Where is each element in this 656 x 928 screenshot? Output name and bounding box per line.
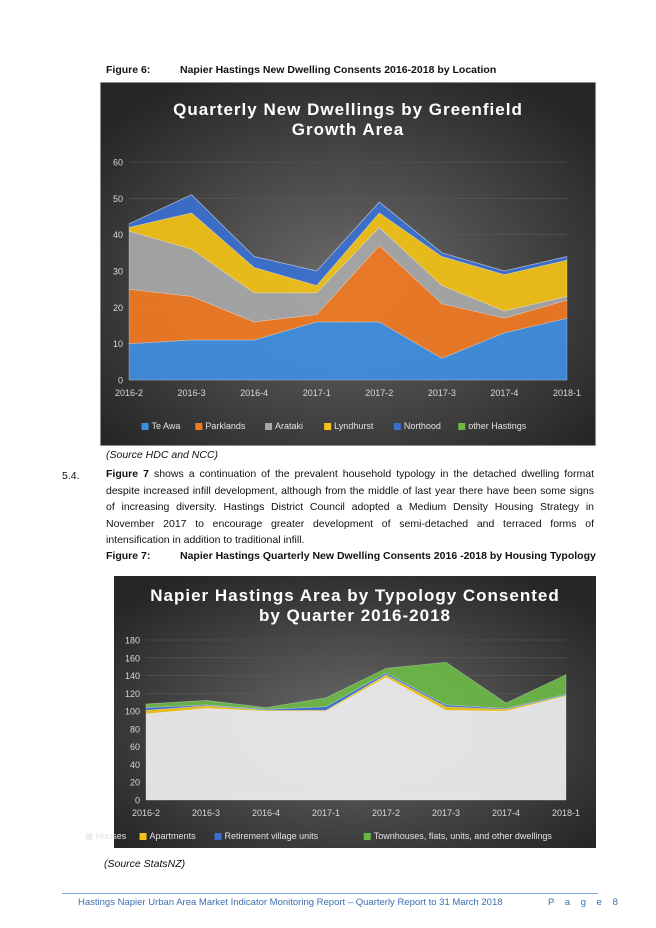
- legend-swatch-houses: [86, 833, 93, 840]
- footer-page-number: P a g e 8: [548, 897, 622, 908]
- chart-title-line-2: Growth Area: [291, 120, 405, 139]
- paragraph-number: 5.4.: [62, 470, 80, 482]
- y-tick-label: 180: [124, 635, 140, 646]
- figure-7-caption: [106, 550, 596, 562]
- greenfield-growth-chart: [101, 83, 595, 445]
- figure-7-title: Napier Hastings Quarterly New Dwelling Consents 2016 -2018 by Housing Typology: [180, 550, 596, 562]
- legend-swatch-lyndhurst: [324, 423, 331, 430]
- x-tick-label: 2017-1: [302, 388, 331, 398]
- legend-label-lyndhurst: Lyndhurst: [334, 421, 374, 431]
- figure-6-source: (Source HDC and NCC): [106, 449, 219, 461]
- y-tick-label: 30: [112, 266, 123, 277]
- y-tick-label: 50: [112, 193, 123, 204]
- figure-6-caption: [106, 64, 496, 76]
- legend-swatch-apartments: [140, 833, 147, 840]
- legend-label-houses: Houses: [95, 831, 127, 841]
- paragraph-body: shows a continuation of the prevalent household typology in the detached dwelling format despite increased infill development, although from the middle of last year there have been some signs of increasing diversity. Hastings District Council adopted a Medium Density Housing Strategy in November 2017 to encourage greater development of semi-detached and terraced forms of intensification in addition to traditional infill.: [106, 468, 594, 546]
- y-tick-label: 60: [129, 742, 140, 753]
- x-tick-label: 2018-1: [551, 808, 581, 818]
- figure-7-chart-frame: [95, 576, 596, 848]
- legend-label-other-hastings: other Hastings: [468, 421, 527, 431]
- legend-swatch-arataki: [265, 423, 272, 430]
- y-tick-label: 160: [124, 653, 140, 664]
- x-tick-label: 2017-3: [431, 808, 461, 818]
- x-tick-label: 2017-1: [311, 808, 341, 818]
- legend-label-apartments: Apartments: [149, 831, 196, 841]
- typology-chart: [95, 576, 596, 848]
- legend-swatch-te-awa: [142, 423, 149, 430]
- y-tick-label: 40: [112, 230, 123, 241]
- x-tick-label: 2018-1: [552, 388, 582, 398]
- legend-label-northood: Northood: [403, 421, 441, 431]
- footer-rule: [62, 893, 598, 894]
- figure-6-title: Napier Hastings New Dwelling Consents 2016-2018 by Location: [180, 64, 497, 76]
- y-tick-label: 140: [124, 671, 140, 682]
- y-tick-label: 0: [134, 795, 140, 806]
- x-tick-label: 2016-2: [114, 388, 144, 398]
- chart-title-line-1: Quarterly New Dwellings by Greenfield: [173, 100, 523, 119]
- x-tick-label: 2016-3: [191, 808, 221, 818]
- x-tick-label: 2016-2: [131, 808, 161, 818]
- y-tick-label: 0: [117, 375, 123, 386]
- y-tick-label: 80: [129, 724, 140, 735]
- legend-label-arataki: Arataki: [275, 421, 304, 431]
- legend-swatch-northood: [394, 423, 401, 430]
- legend-label-retirement-village-units: Retirement village units: [224, 831, 319, 841]
- x-tick-label: 2017-2: [365, 388, 394, 398]
- figure-7-number: Figure 7:: [106, 550, 151, 562]
- x-tick-label: 2016-4: [240, 388, 269, 398]
- y-tick-label: 10: [112, 339, 123, 350]
- y-tick-label: 100: [124, 706, 140, 717]
- legend-label-te-awa: Te Awa: [151, 421, 181, 431]
- legend-swatch-other-hastings: [458, 423, 465, 430]
- y-tick-label: 120: [124, 688, 140, 699]
- legend-swatch-townhouses-flats-units-and-other-dwellings: [364, 833, 371, 840]
- legend-label-townhouses-flats-units-and-other-dwellings: Townhouses, flats, units, and other dwellings: [373, 831, 552, 841]
- legend-swatch-retirement-village-units: [215, 833, 222, 840]
- y-tick-label: 20: [112, 302, 123, 313]
- y-tick-label: 20: [129, 777, 140, 788]
- x-tick-label: 2017-2: [371, 808, 401, 818]
- paragraph-figure-ref: Figure 7: [106, 468, 149, 480]
- figure-7-source: (Source StatsNZ): [104, 858, 186, 870]
- x-tick-label: 2016-4: [251, 808, 281, 818]
- figure-6-number: Figure 6:: [106, 64, 151, 76]
- x-tick-label: 2017-4: [491, 808, 521, 818]
- legend-swatch-parklands: [195, 423, 202, 430]
- x-tick-label: 2016-3: [177, 388, 206, 398]
- chart-title-line-2: by Quarter 2016-2018: [259, 606, 451, 625]
- legend-label-parklands: Parklands: [205, 421, 246, 431]
- x-tick-label: 2017-3: [427, 388, 456, 398]
- figure-6-chart-frame: [100, 82, 596, 446]
- y-tick-label: 40: [129, 759, 140, 770]
- footer-text: Hastings Napier Urban Area Market Indicator Monitoring Report – Quarterly Report to 31 March 2018: [78, 897, 503, 908]
- y-tick-label: 60: [112, 157, 123, 168]
- x-tick-label: 2017-4: [490, 388, 519, 398]
- chart-title-line-1: Napier Hastings Area by Typology Consented: [150, 586, 560, 605]
- paragraph-5-4: [106, 466, 594, 549]
